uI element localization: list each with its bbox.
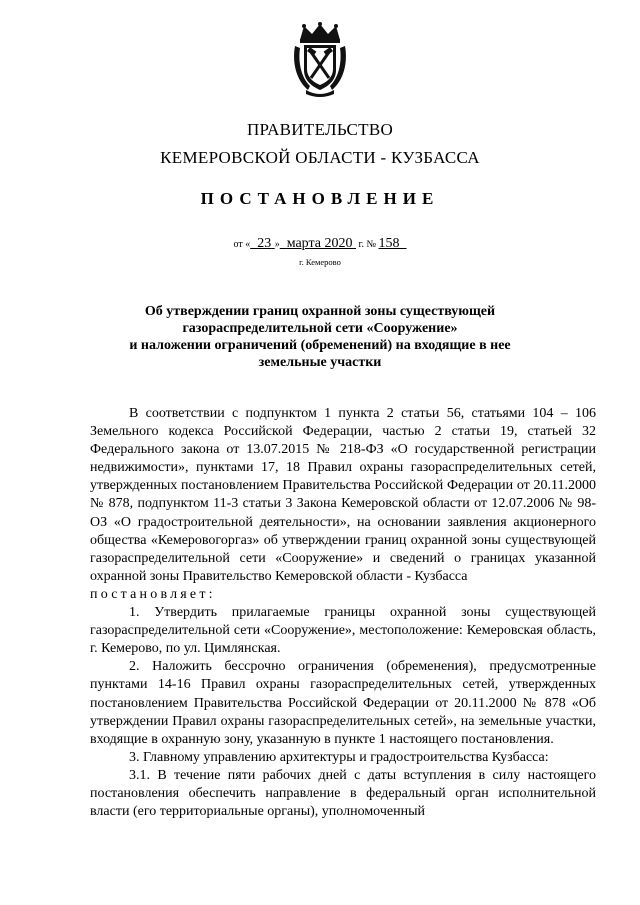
clause-1-paragraph: 1. Утвердить прилагаемые границы охранной зоны существующей газораспределительной сети «Сооружение», местоположение: Кемеровская область, г. Кемерово, по ул. Цимлянская. (90, 605, 596, 657)
city-label: г. Кемерово (299, 257, 341, 267)
clause-3-paragraph: 3. Главному управлению архитектуры и градостроительства Кузбасса: (129, 749, 549, 765)
coat-of-arms-icon (292, 22, 348, 98)
number-sign: № (366, 239, 377, 250)
date-day-close: » (274, 239, 280, 250)
date-prefix: от « (233, 239, 251, 250)
document-body (90, 405, 596, 821)
document-type-title: ПОСТАНОВЛЕНИЕ (200, 189, 440, 208)
date-number-line (0, 236, 640, 252)
subject-line: земельные участки (258, 355, 382, 370)
authority-line-2: КЕМЕРОВСКОЙ ОБЛАСТИ - КУЗБАССА (160, 148, 480, 167)
date-year-suffix: г. (358, 239, 364, 250)
document-subject (120, 303, 520, 371)
subject-line: газораспределительной сети «Сооружение» (182, 321, 458, 336)
clause-2-paragraph: 2. Наложить бессрочно ограничения (обременения), предусмотренные пунктами 14-16 Правил охраны газораспределительных сетей, утвержденных постановлением Правительства Российской Федерации от 20.11.2000 № 878 «Об утверждении Правил охраны газораспределительных сетей», на земельные участки, входящие в охранную зону, указанную в пункте 1 настоящего постановления. (90, 659, 596, 747)
document-number: 158 (378, 236, 400, 251)
clause-3-1-paragraph: 3.1. В течение пяти рабочих дней с даты вступления в силу настоящего постановления обеспечить направление в федеральный орган исполнительной власти (его территориальные органы), уполномоченный (90, 767, 596, 820)
subject-line: и наложении ограничений (обременений) на входящие в нее (129, 338, 511, 353)
date-month-year: марта 2020 (286, 236, 353, 251)
resolves-word: постановляет: (90, 586, 216, 602)
preamble-paragraph: В соответствии с подпунктом 1 пункта 2 статьи 56, статьями 104 – 106 Земельного кодекса Российской Федерации, частью 2 статьи 19, статьей 32 Федерального закона от 13.07.2015 № 218-ФЗ «О государственной регистрации недвижимости», пунктами 17, 18 Правил охраны газораспределительных сетей, утвержденных постановлением Правительства Российской Федерации от 20.11.2000 № 878, подпунктом 11-3 статьи 3 Закона Кемеровской области от 12.07.2006 № 98-ОЗ «О градостроительной деятельности», на основании заявления акционерного общества «Кемеровогоргаз» об утверждении границ охранной зоны существующей газораспределительной сети «Сооружение» и сведений о границах указанной охранной зоны Правительство Кемеровской области - Кузбасса (90, 406, 596, 584)
date-day: 23 (257, 236, 272, 251)
authority-line-1: ПРАВИТЕЛЬСТВО (246, 120, 394, 139)
subject-line: Об утверждении границ охранной зоны существующей (144, 304, 496, 319)
